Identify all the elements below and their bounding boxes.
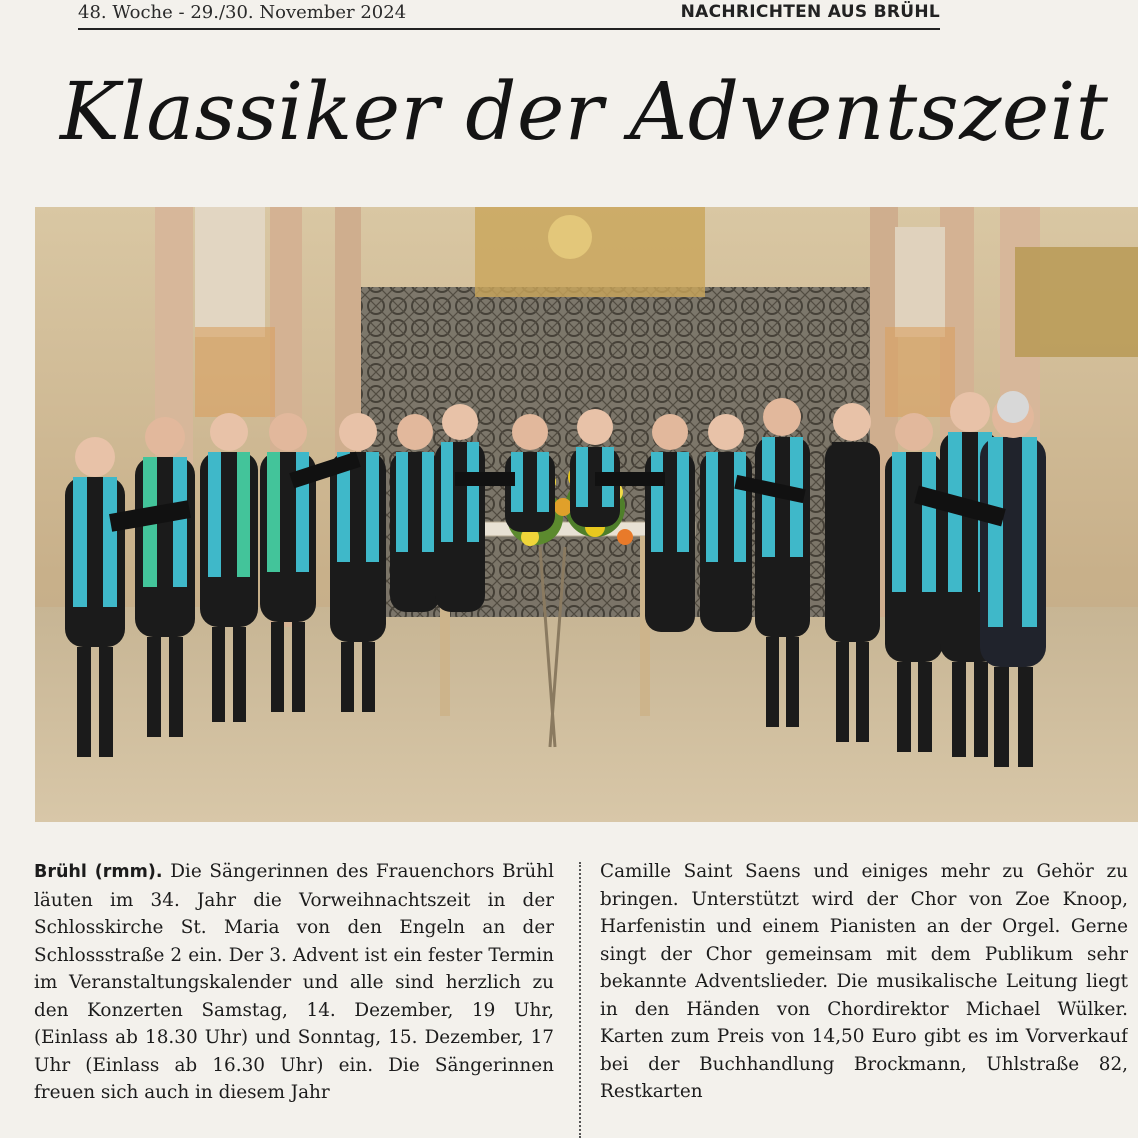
column-divider bbox=[579, 862, 581, 1138]
choir-photo-illustration bbox=[35, 207, 1138, 822]
article-column-1 bbox=[34, 858, 554, 1138]
issue-date: 48. Woche - 29./30. November 2024 bbox=[78, 2, 407, 23]
article-text-1: Die Sängerinnen des Frauenchors Brühl läuten im 34. Jahr die Vorweihnachtszeit in der Schlosskirche St. Maria von den Engeln an der Schlossstraße 2 ein. Der 3. Advent ist ein fester Termin im Veranstaltungskalender und alle sind herzlich zu den Konzerten Samstag, 14. Dezember, 19 Uhr, (Einlass ab 18.30 Uhr) und Sonntag, 15. Dezember, 17 Uhr (Einlass ab 16.30 Uhr) ein. Die Sängerinnen freuen sich auch in diesem Jahr bbox=[34, 861, 554, 1103]
article-text-2: Camille Saint Saens und einiges mehr zu Gehör zu bringen. Unterstützt wird der Chor von Zoe Knoop, Harfenistin und einem Pianisten an der Orgel. Gerne singt der Chor gemeinsam mit dem Publikum sehr bekannte Adventslieder. Die musikalische Leitung liegt in den Händen von Chordirektor Michael Wülker. Karten zum Preis von 14,50 Euro gibt es im Vorverkauf bei der Buchhandlung Brockmann, Uhlstraße 82, Restkarten bbox=[600, 861, 1128, 1102]
section-title: NACHRICHTEN AUS BRÜHL bbox=[680, 2, 940, 22]
article-column-2 bbox=[600, 858, 1128, 1138]
page-header bbox=[78, 0, 940, 30]
article-lead: Brühl (rmm). bbox=[34, 862, 163, 882]
choir-photo bbox=[35, 207, 1138, 822]
article-headline: Klassiker der Adventszeit bbox=[60, 65, 1109, 158]
